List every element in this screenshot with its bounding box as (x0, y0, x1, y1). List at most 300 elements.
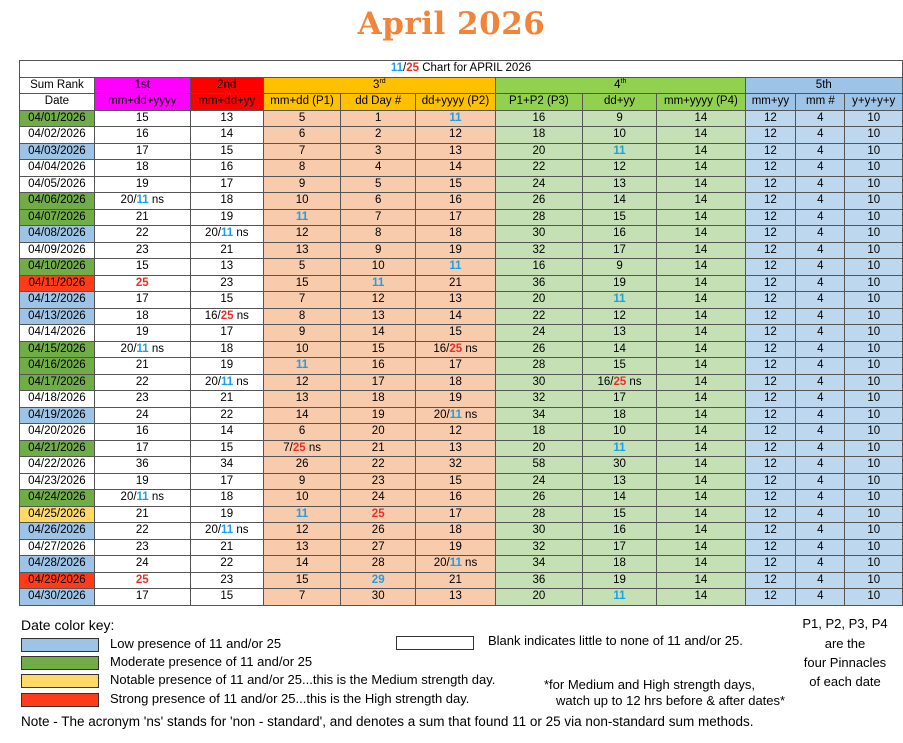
value-cell (495, 325, 582, 342)
cell-text: 14 (694, 243, 708, 256)
cell-text: 10 (867, 194, 881, 206)
cell-text: 9 (616, 111, 623, 124)
cell-text: 8 (375, 227, 382, 239)
cell-text: 30 (532, 227, 546, 239)
value-cell (416, 407, 496, 424)
value-cell (263, 226, 341, 243)
value-cell (845, 325, 903, 342)
value-cell (796, 407, 845, 424)
table-row (20, 110, 903, 127)
group-4th-header (495, 77, 745, 94)
cell-text: 17 (613, 540, 626, 553)
value-cell (263, 160, 341, 177)
value-cell (582, 539, 656, 556)
cell-text: 20 (532, 441, 546, 454)
cell-text: 34 (532, 557, 546, 569)
cell-text: 8 (298, 161, 306, 173)
cell-text: 10 (867, 458, 881, 470)
value-cell (582, 407, 656, 424)
cell-text: 14 (694, 342, 708, 355)
cell-text: 22 (135, 227, 149, 239)
value-cell (657, 407, 745, 424)
value-cell (745, 242, 796, 259)
value-cell (416, 143, 496, 160)
value-cell (582, 160, 656, 177)
value-cell (582, 242, 656, 259)
value-cell (582, 143, 656, 160)
cell-text: 13 (613, 474, 626, 487)
date-cell: 04/19/2026 (20, 407, 95, 424)
value-cell (796, 490, 845, 507)
value-cell (745, 457, 796, 474)
value-cell (745, 589, 796, 606)
cell-text: 12 (764, 111, 777, 124)
value-cell (582, 490, 656, 507)
cell-text: 20 (532, 590, 546, 602)
highlight-11: 11 (449, 111, 462, 124)
cell-text: 12 (764, 491, 777, 503)
cell-text: 4 (817, 128, 824, 140)
value-cell (94, 556, 190, 573)
cell-text: 20 (532, 144, 546, 157)
cell-text: 14 (220, 425, 234, 437)
cell-text: 12 (764, 210, 777, 223)
cell-text: 14 (694, 425, 708, 437)
value-cell (263, 143, 341, 160)
pinnacles-note-line-2: are the (824, 636, 866, 651)
cell-text: 16/ (597, 375, 614, 388)
value-cell (845, 556, 903, 573)
table-row (20, 506, 903, 523)
value-cell (341, 209, 416, 226)
table-row (20, 176, 903, 193)
timing-note-line-2: watch up to 12 hrs before & after dates* (556, 693, 786, 708)
table-row (20, 440, 903, 457)
value-cell (416, 308, 496, 325)
value-cell (416, 589, 496, 606)
value-cell (495, 572, 582, 589)
cell-text: 13 (613, 177, 626, 190)
value-cell (94, 259, 190, 276)
table-row (20, 226, 903, 243)
date-cell: 04/07/2026 (20, 209, 95, 226)
chart-title-slash: / (403, 62, 407, 74)
cell-text: 12 (764, 408, 777, 421)
value-cell (341, 556, 416, 573)
value-cell (416, 292, 496, 309)
cell-text: 32 (532, 540, 546, 553)
cell-text: 5 (375, 177, 382, 190)
value-cell (416, 457, 496, 474)
pinnacles-note-line-1: P1, P2, P3, P4 (802, 616, 888, 631)
value-cell (657, 424, 745, 441)
cell-text: 4 (817, 573, 824, 586)
group-2nd-header: 2nd (190, 77, 263, 94)
date-cell: 04/12/2026 (20, 292, 95, 309)
value-cell (94, 374, 190, 391)
value-cell (190, 127, 263, 144)
group-3rd-header (263, 77, 495, 94)
cell-text: 36 (532, 276, 546, 289)
value-cell (796, 110, 845, 127)
cell-text: 14 (613, 491, 626, 503)
value-cell (341, 226, 416, 243)
cell-text: 28 (532, 210, 546, 223)
column-header: dd+yyyy (P2) (416, 94, 496, 111)
cell-text: 13 (613, 326, 626, 338)
value-cell (263, 176, 341, 193)
date-cell: 04/22/2026 (20, 457, 95, 474)
table-row (20, 193, 903, 210)
cell-text: 22 (220, 557, 234, 569)
cell-text: 15 (220, 144, 234, 157)
value-cell (495, 424, 582, 441)
group-3rd-label: 3 (373, 78, 380, 91)
value-cell (796, 374, 845, 391)
cell-text: 14 (613, 342, 626, 355)
cell-text: 10 (867, 342, 881, 355)
value-cell (263, 589, 341, 606)
value-cell (745, 110, 796, 127)
table-row (20, 242, 903, 259)
date-cell: 04/25/2026 (20, 506, 95, 523)
value-cell (263, 424, 341, 441)
cell-text: 23 (220, 276, 234, 289)
date-cell: 04/29/2026 (20, 572, 95, 589)
cell-text: 15 (220, 441, 234, 454)
cell-text: 15 (220, 590, 234, 602)
cell-text: 26 (532, 491, 546, 503)
value-cell (341, 490, 416, 507)
cell-text: 3 (375, 144, 382, 157)
cell-text: 21 (220, 540, 234, 553)
cell-text: 12 (764, 573, 777, 586)
cell-text: 4 (817, 491, 824, 503)
cell-text: 12 (764, 557, 777, 569)
value-cell (416, 490, 496, 507)
value-cell (263, 391, 341, 408)
table-row (20, 572, 903, 589)
value-cell (94, 490, 190, 507)
cell-text: ns (461, 408, 478, 421)
value-cell (190, 226, 263, 243)
value-cell (845, 193, 903, 210)
cell-text: 14 (694, 590, 708, 602)
cell-text: 4 (817, 458, 824, 470)
value-cell (796, 358, 845, 375)
value-cell (416, 374, 496, 391)
cell-text: 18 (613, 408, 626, 421)
cell-text: 12 (764, 177, 777, 190)
value-cell (94, 308, 190, 325)
value-cell (190, 292, 263, 309)
value-cell (582, 226, 656, 243)
cell-text: 12 (295, 375, 309, 388)
value-cell (263, 193, 341, 210)
value-cell (341, 457, 416, 474)
column-header: mm+yy (745, 94, 796, 111)
cell-text: 16 (135, 425, 149, 437)
cell-text: 17 (449, 507, 462, 520)
value-cell (745, 556, 796, 573)
table-row (20, 308, 903, 325)
value-cell (263, 490, 341, 507)
cell-text: 12 (764, 458, 777, 470)
value-cell (495, 226, 582, 243)
table-row (20, 325, 903, 342)
cell-text: 19 (135, 474, 149, 487)
cell-text: 4 (817, 375, 824, 388)
value-cell (190, 523, 263, 540)
value-cell (341, 358, 416, 375)
legend-blank: Blank indicates little to none of 11 and/or 25. (488, 633, 743, 648)
value-cell (495, 259, 582, 276)
value-cell (495, 292, 582, 309)
cell-text: 16/ (433, 342, 450, 355)
cell-text: 22 (532, 161, 546, 173)
table-row (20, 407, 903, 424)
cell-text: 34 (532, 408, 546, 421)
legend-swatch-moderate (21, 656, 99, 670)
cell-text: 16 (449, 194, 462, 206)
cell-text: 21 (371, 441, 385, 454)
cell-text: 4 (817, 227, 824, 239)
cell-text: 16 (613, 227, 626, 239)
value-cell (416, 160, 496, 177)
cell-text: 9 (298, 326, 306, 338)
value-cell (845, 209, 903, 226)
cell-text: 14 (694, 491, 708, 503)
cell-text: 14 (694, 128, 708, 140)
value-cell (845, 391, 903, 408)
cell-text: 10 (867, 557, 881, 569)
value-cell (745, 292, 796, 309)
cell-text: 21 (220, 392, 234, 404)
cell-text: 10 (371, 260, 385, 272)
value-cell (190, 556, 263, 573)
value-cell (495, 457, 582, 474)
date-cell: 04/30/2026 (20, 589, 95, 606)
cell-text: 4 (817, 260, 824, 272)
date-cell: 04/02/2026 (20, 127, 95, 144)
cell-text: 10 (295, 194, 309, 206)
cell-text: 17 (220, 326, 234, 338)
value-cell (657, 341, 745, 358)
cell-text: 18 (135, 161, 149, 173)
highlight-11: 11 (136, 491, 149, 503)
value-cell (263, 457, 341, 474)
cell-text: 4 (817, 359, 824, 371)
highlight-11: 11 (613, 293, 626, 305)
highlight-11: 11 (296, 507, 309, 520)
legend-moderate: Moderate presence of 11 and/or 25 (110, 654, 313, 669)
cell-text: 4 (817, 342, 824, 355)
chart-title-11: 11 (390, 62, 404, 74)
value-cell (495, 209, 582, 226)
cell-text: 12 (449, 128, 462, 140)
value-cell (341, 424, 416, 441)
cell-text: 15 (613, 210, 626, 223)
cell-text: 10 (867, 161, 881, 173)
date-cell: 04/08/2026 (20, 226, 95, 243)
value-cell (341, 275, 416, 292)
cell-text: 23 (135, 243, 149, 256)
cell-text: 21 (135, 507, 149, 520)
value-cell (657, 506, 745, 523)
cell-text: 10 (867, 111, 881, 124)
value-cell (845, 506, 903, 523)
cell-text: 14 (694, 260, 708, 272)
value-cell (745, 523, 796, 540)
value-cell (796, 176, 845, 193)
value-cell (796, 341, 845, 358)
column-header: y+y+y+y (845, 94, 903, 111)
cell-text: 10 (867, 260, 881, 272)
value-cell (190, 160, 263, 177)
value-cell (796, 275, 845, 292)
cell-text: 4 (817, 177, 824, 190)
value-cell (263, 440, 341, 457)
value-cell (190, 341, 263, 358)
value-cell (582, 440, 656, 457)
cell-text: 14 (694, 375, 708, 388)
cell-text: 18 (532, 425, 546, 437)
legend-swatch-low (21, 638, 99, 652)
cell-text: 20/ (433, 408, 450, 421)
cell-text: 10 (867, 276, 881, 289)
cell-text: 36 (532, 573, 546, 586)
cell-text: 14 (449, 161, 462, 173)
value-cell (745, 407, 796, 424)
value-cell (796, 391, 845, 408)
value-cell (745, 143, 796, 160)
value-cell (190, 193, 263, 210)
cell-text: 1 (375, 111, 382, 124)
cell-text: 10 (295, 491, 309, 503)
value-cell (263, 473, 341, 490)
legend-notable: Notable presence of 11 and/or 25...this is the Medium strength day. (110, 672, 496, 687)
date-cell: 04/20/2026 (20, 424, 95, 441)
cell-text: 20/ (205, 524, 222, 536)
cell-text: 22 (135, 375, 149, 388)
value-cell (796, 308, 845, 325)
date-cell: 04/14/2026 (20, 325, 95, 342)
cell-text: 24 (532, 177, 546, 190)
value-cell (582, 325, 656, 342)
value-cell (341, 407, 416, 424)
value-cell (94, 160, 190, 177)
cell-text: 19 (449, 392, 462, 404)
cell-text: 12 (613, 161, 626, 173)
cell-text: 4 (817, 392, 824, 404)
value-cell (190, 275, 263, 292)
highlight-25: 25 (371, 507, 385, 520)
cell-text: 18 (220, 342, 234, 355)
cell-text: 17 (135, 441, 149, 454)
pinnacles-note-line-3: four Pinnacles (803, 655, 887, 670)
cell-text: 12 (764, 144, 777, 157)
cell-text: 30 (532, 524, 546, 536)
date-cell: 04/16/2026 (20, 358, 95, 375)
cell-text: 14 (694, 524, 708, 536)
cell-text: 24 (371, 491, 385, 503)
cell-text: 23 (135, 540, 149, 553)
value-cell (190, 358, 263, 375)
value-cell (745, 127, 796, 144)
cell-text: 12 (764, 590, 777, 602)
value-cell (745, 440, 796, 457)
cell-text: 4 (817, 326, 824, 338)
value-cell (190, 391, 263, 408)
value-cell (495, 193, 582, 210)
cell-text: 20/ (120, 342, 137, 355)
cell-text: 15 (613, 359, 626, 371)
date-cell: 04/15/2026 (20, 341, 95, 358)
value-cell (582, 127, 656, 144)
value-cell (796, 506, 845, 523)
value-cell (94, 424, 190, 441)
cell-text: 19 (449, 243, 462, 256)
cell-text: 27 (371, 540, 385, 553)
cell-text: 10 (867, 227, 881, 239)
cell-text: 22 (371, 458, 385, 470)
value-cell (263, 539, 341, 556)
value-cell (845, 424, 903, 441)
value-cell (190, 457, 263, 474)
value-cell (582, 457, 656, 474)
cell-text: ns (233, 375, 249, 388)
value-cell (582, 374, 656, 391)
value-cell (416, 440, 496, 457)
value-cell (94, 358, 190, 375)
value-cell (94, 143, 190, 160)
cell-text: 24 (532, 326, 546, 338)
value-cell (796, 193, 845, 210)
value-cell (845, 374, 903, 391)
value-cell (582, 473, 656, 490)
cell-text: 12 (764, 375, 777, 388)
value-cell (416, 391, 496, 408)
cell-text: 17 (135, 144, 149, 157)
highlight-11: 11 (136, 194, 149, 206)
cell-text: 20 (532, 293, 546, 305)
cell-text: 14 (694, 194, 708, 206)
cell-text: 28 (371, 557, 385, 569)
cell-text: 14 (694, 458, 708, 470)
value-cell (495, 407, 582, 424)
table-row (20, 143, 903, 160)
value-cell (495, 473, 582, 490)
cell-text: 10 (613, 128, 626, 140)
value-cell (796, 226, 845, 243)
value-cell (657, 440, 745, 457)
value-cell (657, 457, 745, 474)
value-cell (745, 506, 796, 523)
value-cell (845, 176, 903, 193)
cell-text: 10 (867, 425, 881, 437)
column-header: mm+yyyy (P4) (657, 94, 745, 111)
value-cell (582, 176, 656, 193)
cell-text: 5 (298, 111, 306, 124)
value-cell (845, 275, 903, 292)
value-cell (845, 457, 903, 474)
value-cell (263, 572, 341, 589)
cell-text: 4 (817, 425, 824, 437)
value-cell (341, 589, 416, 606)
value-cell (416, 556, 496, 573)
value-cell (416, 572, 496, 589)
cell-text: 12 (764, 128, 777, 140)
